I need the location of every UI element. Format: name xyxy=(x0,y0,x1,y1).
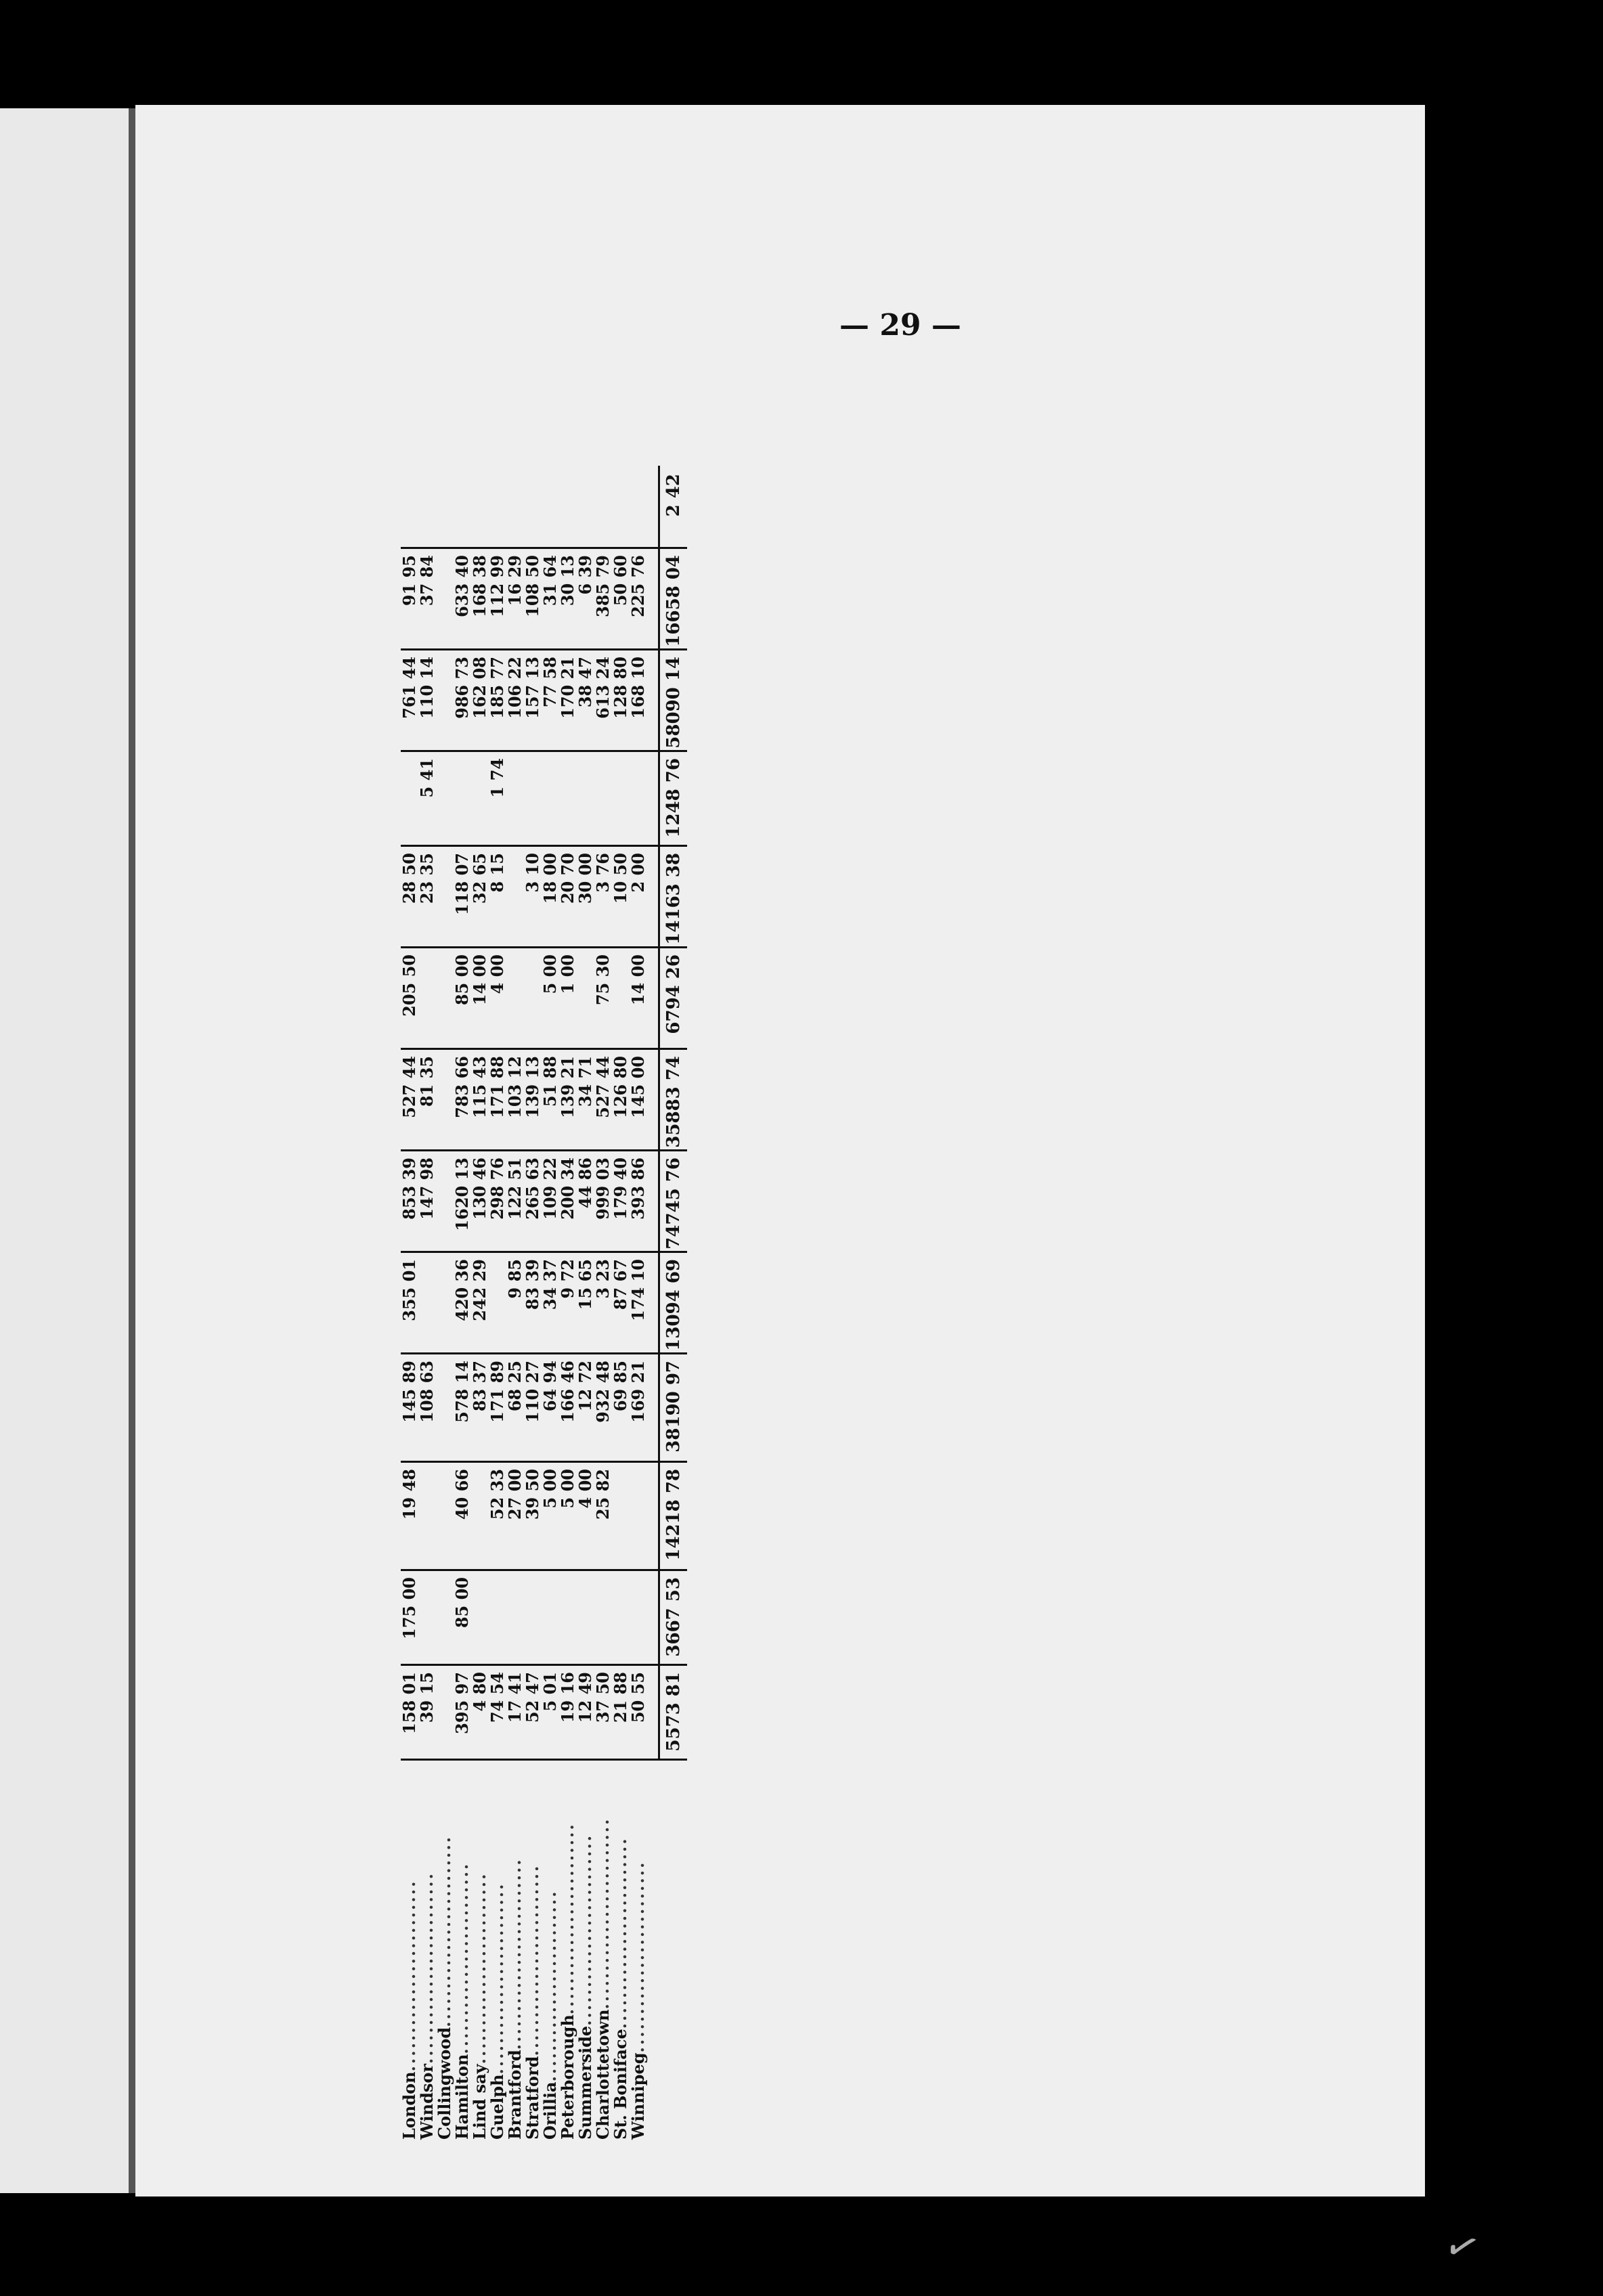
amount-cell xyxy=(436,466,454,547)
amount-cell: 39 15 xyxy=(417,1672,437,1723)
amount-cell: 139 13 xyxy=(523,1056,542,1118)
amount-cell xyxy=(454,750,471,845)
amount-column xyxy=(401,547,687,650)
amount-cell xyxy=(594,1569,612,1664)
column-total: 5573 81 xyxy=(663,1672,684,1752)
amount-cell: 999 03 xyxy=(593,1157,613,1220)
city-label xyxy=(418,1761,436,2140)
leader-dots: ......................... xyxy=(505,1857,525,2050)
amount-cell: 171 88 xyxy=(487,1056,507,1118)
amount-cell xyxy=(577,946,594,1048)
column-total: 1248 76 xyxy=(663,758,684,838)
leader-dots: ......................... xyxy=(593,1817,613,2010)
amount-cell: 15 65 xyxy=(575,1259,595,1310)
amount-cell xyxy=(542,466,559,547)
amount-cell: 932 48 xyxy=(593,1361,613,1423)
amount-cell: 115 43 xyxy=(470,1056,489,1118)
amount-cell xyxy=(630,750,647,845)
amount-cell: 527 44 xyxy=(593,1056,613,1118)
amount-cell: 578 14 xyxy=(452,1361,472,1423)
amount-cell: 12 49 xyxy=(575,1672,595,1723)
amount-cell: 51 88 xyxy=(540,1056,560,1107)
amount-cell xyxy=(524,466,542,547)
amount-cell: 168 10 xyxy=(628,657,648,719)
amount-cell: 77 58 xyxy=(540,657,560,708)
amount-cell: 5 01 xyxy=(540,1672,560,1712)
amount-cell xyxy=(436,1251,454,1352)
city-label xyxy=(471,1761,489,2140)
city-label xyxy=(401,1761,418,2140)
city-name: Winnipeg xyxy=(628,2052,648,2140)
amount-cell xyxy=(436,1664,454,1759)
column-total: 14218 78 xyxy=(663,1469,684,1561)
total-rule xyxy=(647,1251,660,1352)
amount-cell: 174 10 xyxy=(628,1259,648,1321)
amount-cell: 158 01 xyxy=(399,1672,419,1734)
amount-cell: 130 46 xyxy=(470,1157,489,1220)
amount-cell: 3 10 xyxy=(523,853,542,893)
amount-cell: 298 76 xyxy=(487,1157,507,1220)
city-name: Peterborough xyxy=(558,2014,577,2140)
amount-cell: 145 89 xyxy=(399,1361,419,1423)
leader-dots: ......................... xyxy=(399,1879,419,2072)
amount-column xyxy=(401,1352,687,1463)
amount-cell xyxy=(506,946,524,1048)
amount-cell xyxy=(594,750,612,845)
amount-cell: 108 50 xyxy=(523,555,542,617)
document-page xyxy=(135,105,1425,2196)
amount-cell: 52 47 xyxy=(523,1672,542,1723)
amount-cell: 34 37 xyxy=(540,1259,560,1310)
amount-cell: 74 54 xyxy=(487,1672,507,1723)
city-label xyxy=(559,1761,577,2140)
column-total: 58090 14 xyxy=(663,657,684,749)
amount-cell: 853 39 xyxy=(399,1157,419,1220)
amount-cell: 205 50 xyxy=(399,954,419,1017)
amount-cell: 179 40 xyxy=(611,1157,630,1220)
amount-column xyxy=(401,750,687,847)
amount-cell: 12 72 xyxy=(575,1361,595,1412)
amount-cell: 6 39 xyxy=(575,555,595,595)
amount-cell: 157 13 xyxy=(523,657,542,719)
city-label xyxy=(506,1761,524,2140)
amount-cell xyxy=(612,1569,630,1664)
amount-cell xyxy=(612,466,630,547)
total-rule xyxy=(647,1352,660,1461)
city-label xyxy=(524,1761,542,2140)
amount-cell: 110 14 xyxy=(417,657,437,719)
amount-cell xyxy=(506,466,524,547)
amount-cell xyxy=(612,750,630,845)
book-gutter xyxy=(129,108,135,2193)
amount-cell: 19 16 xyxy=(558,1672,577,1723)
amount-cell: 185 77 xyxy=(487,657,507,719)
amount-cell xyxy=(471,750,489,845)
total-rule xyxy=(647,1461,660,1569)
amount-cell xyxy=(612,946,630,1048)
city-label xyxy=(630,1761,647,2140)
total-rule xyxy=(647,1569,660,1664)
amount-cell xyxy=(542,750,559,845)
amount-cell: 20 70 xyxy=(558,853,577,904)
amount-column xyxy=(401,648,687,752)
city-name: Charlottetown xyxy=(593,2009,613,2140)
amount-cell xyxy=(524,946,542,1048)
city-name: Hamilton xyxy=(452,2054,472,2140)
total-rule xyxy=(647,845,660,946)
amount-cell xyxy=(524,1569,542,1664)
amount-cell xyxy=(506,845,524,946)
amount-cell xyxy=(418,1251,436,1352)
amount-cell: 171 89 xyxy=(487,1361,507,1423)
amount-cell: 50 60 xyxy=(611,555,630,606)
amount-cell: 64 94 xyxy=(540,1361,560,1412)
city-name: Lind say xyxy=(470,2064,489,2140)
amount-cell: 39 50 xyxy=(523,1469,542,1520)
amount-cell: 170 21 xyxy=(558,657,577,719)
city-name: Stratford xyxy=(523,2056,542,2140)
amount-cell: 242 29 xyxy=(470,1259,489,1321)
amount-cell: 28 50 xyxy=(399,853,419,904)
amount-cell xyxy=(436,845,454,946)
total-rule xyxy=(647,946,660,1048)
amount-cell xyxy=(577,1569,594,1664)
amount-cell xyxy=(436,648,454,750)
amount-cell: 83 39 xyxy=(523,1259,542,1310)
amount-cell: 5 41 xyxy=(417,758,437,798)
amount-cell: 23 35 xyxy=(417,853,437,904)
city-label xyxy=(436,1761,454,2140)
city-label xyxy=(454,1761,471,2140)
column-total: 2 42 xyxy=(663,474,684,517)
column-total: 14163 38 xyxy=(663,853,684,945)
column-total: 13094 69 xyxy=(663,1259,684,1351)
amount-cell: 175 00 xyxy=(399,1577,419,1639)
total-rule xyxy=(647,1048,660,1149)
amount-column xyxy=(401,1569,687,1666)
amount-cell: 5 00 xyxy=(558,1469,577,1509)
city-name: Summerside xyxy=(575,2025,595,2140)
amount-cell: 4 00 xyxy=(487,954,507,994)
amount-cell xyxy=(418,946,436,1048)
amount-cell: 393 86 xyxy=(628,1157,648,1220)
amount-cell: 25 82 xyxy=(593,1469,613,1520)
amount-cell: 110 27 xyxy=(523,1361,542,1423)
amount-cell: 761 44 xyxy=(399,657,419,719)
amount-cell: 355 01 xyxy=(399,1259,419,1321)
amount-cell: 68 25 xyxy=(505,1361,525,1412)
amount-cell xyxy=(471,466,489,547)
leader-dots: ......................... xyxy=(435,1834,454,2027)
amount-cell: 18 00 xyxy=(540,853,560,904)
amount-cell: 4 00 xyxy=(575,1469,595,1509)
amount-cell xyxy=(506,750,524,845)
amount-cell: 1 00 xyxy=(558,954,577,994)
amount-cell: 139 21 xyxy=(558,1056,577,1118)
rotated-table xyxy=(387,380,820,2140)
amount-cell xyxy=(436,946,454,1048)
column-total: 6794 26 xyxy=(663,954,684,1034)
amount-cell: 783 66 xyxy=(452,1056,472,1118)
amount-cell: 40 66 xyxy=(452,1469,472,1520)
amount-cell xyxy=(418,466,436,547)
city-name: Orillia xyxy=(540,2081,560,2140)
amount-cell xyxy=(436,1352,454,1461)
amount-cell: 31 64 xyxy=(540,555,560,606)
leader-dots: ......................... xyxy=(523,1863,542,2056)
amount-cell: 395 97 xyxy=(452,1672,472,1734)
amount-cell: 103 12 xyxy=(505,1056,525,1118)
amount-cell xyxy=(401,466,418,547)
amount-cell: 37 50 xyxy=(593,1672,613,1723)
total-rule xyxy=(647,1149,660,1251)
amount-cell: 613 24 xyxy=(593,657,613,719)
left-page-edge xyxy=(0,108,133,2193)
leader-dots: ......................... xyxy=(452,1861,472,2054)
leader-dots: ......................... xyxy=(470,1872,489,2065)
amount-cell: 169 21 xyxy=(628,1361,648,1423)
amount-cell: 91 95 xyxy=(399,555,419,606)
amount-cell: 5 00 xyxy=(540,954,560,994)
amount-column xyxy=(401,1251,687,1354)
total-rule xyxy=(647,648,660,750)
amount-cell: 69 85 xyxy=(611,1361,630,1412)
amount-cell: 265 63 xyxy=(523,1157,542,1220)
check-mark-icon: ✓ xyxy=(1438,2219,1487,2276)
amount-cell xyxy=(630,466,647,547)
amount-cell xyxy=(489,466,506,547)
total-rule xyxy=(647,750,660,845)
leader-dots: ......................... xyxy=(417,1872,437,2064)
amount-cell xyxy=(630,1569,647,1664)
amount-cell xyxy=(454,466,471,547)
amount-cell: 14 00 xyxy=(628,954,648,1006)
amount-cell xyxy=(436,1461,454,1569)
amount-cell xyxy=(594,466,612,547)
amount-cell: 81 35 xyxy=(417,1056,437,1107)
city-name: Brantford xyxy=(505,2050,525,2140)
leader-dots: ......................... xyxy=(558,1822,577,2015)
city-label xyxy=(612,1761,630,2140)
amount-cell: 44 86 xyxy=(575,1157,595,1209)
amount-cell: 106 22 xyxy=(505,657,525,719)
amount-cell: 50 55 xyxy=(628,1672,648,1723)
city-name: London xyxy=(399,2071,419,2140)
amount-cell xyxy=(559,466,577,547)
amount-column xyxy=(401,946,687,1050)
amount-cell xyxy=(489,1569,506,1664)
amount-cell: 9 85 xyxy=(505,1259,525,1299)
amount-cell: 52 33 xyxy=(487,1469,507,1520)
amount-cell xyxy=(559,1569,577,1664)
city-list xyxy=(401,1761,647,2140)
amount-cell: 420 36 xyxy=(452,1259,472,1321)
amount-cell xyxy=(559,750,577,845)
amount-cell: 83 37 xyxy=(470,1361,489,1412)
column-total: 16658 04 xyxy=(663,555,684,647)
amount-cell: 126 80 xyxy=(611,1056,630,1118)
amount-column xyxy=(401,1149,687,1253)
total-rule xyxy=(647,466,660,547)
amount-cell: 3 76 xyxy=(593,853,613,893)
total-rule xyxy=(647,1664,660,1759)
leader-dots: ......................... xyxy=(575,1833,595,2026)
amount-cell xyxy=(577,466,594,547)
amount-cell: 166 46 xyxy=(558,1361,577,1423)
amount-cell: 986 73 xyxy=(452,657,472,719)
amount-cell: 225 76 xyxy=(628,555,648,617)
amount-cell xyxy=(436,547,454,648)
amount-cell: 16 29 xyxy=(505,555,525,606)
amount-cell: 118 07 xyxy=(452,853,472,915)
amount-cell: 17 41 xyxy=(505,1672,525,1723)
column-total: 38190 97 xyxy=(663,1361,684,1453)
column-total: 3667 53 xyxy=(663,1577,684,1657)
amount-cell: 3 23 xyxy=(593,1259,613,1299)
amount-cell: 108 63 xyxy=(417,1361,437,1423)
amount-cell: 200 34 xyxy=(558,1157,577,1220)
amount-cell: 1 74 xyxy=(487,758,507,798)
amount-cell: 27 00 xyxy=(505,1469,525,1520)
amount-cell: 14 00 xyxy=(470,954,489,1006)
amount-cell: 38 47 xyxy=(575,657,595,708)
amount-cell xyxy=(436,1048,454,1149)
amount-cell: 19 48 xyxy=(399,1469,419,1520)
amount-cell xyxy=(471,1461,489,1569)
amount-cell xyxy=(471,1569,489,1664)
city-name: Windsor xyxy=(417,2063,437,2140)
amount-cell: 168 38 xyxy=(470,555,489,617)
amount-cell: 162 08 xyxy=(470,657,489,719)
amount-column xyxy=(401,1048,687,1151)
amount-cell xyxy=(577,750,594,845)
amount-cell: 4 80 xyxy=(470,1672,489,1712)
amount-cell xyxy=(506,1569,524,1664)
leader-dots: ......................... xyxy=(487,1882,507,2075)
amount-cell: 385 79 xyxy=(593,555,613,617)
amount-cell: 112 99 xyxy=(487,555,507,617)
leader-dots: ......................... xyxy=(611,1836,630,2029)
amount-cell: 37 84 xyxy=(417,555,437,606)
amount-cell: 109 22 xyxy=(540,1157,560,1220)
amount-cell: 128 80 xyxy=(611,657,630,719)
amount-cell: 75 30 xyxy=(593,954,613,1006)
column-total: 74745 76 xyxy=(663,1157,684,1250)
column-total: 35883 74 xyxy=(663,1056,684,1148)
amount-cell xyxy=(418,1569,436,1664)
amount-cell: 145 00 xyxy=(628,1056,648,1118)
amount-cell: 87 67 xyxy=(611,1259,630,1310)
amount-column xyxy=(401,466,687,549)
amount-cell xyxy=(542,1569,559,1664)
amount-column xyxy=(401,1664,687,1761)
amount-cell xyxy=(436,1569,454,1664)
city-name: St. Boniface xyxy=(611,2029,630,2140)
amount-cell xyxy=(630,1461,647,1569)
amount-cell: 85 00 xyxy=(452,1577,472,1629)
amount-cell: 527 44 xyxy=(399,1056,419,1118)
amount-cell: 10 50 xyxy=(611,853,630,904)
amount-cell xyxy=(524,750,542,845)
total-rule xyxy=(647,547,660,648)
amount-cell xyxy=(436,750,454,845)
amount-cell: 32 65 xyxy=(470,853,489,904)
city-label xyxy=(542,1761,559,2140)
amount-cell: 85 00 xyxy=(452,954,472,1006)
city-label xyxy=(577,1761,594,2140)
amount-cell: 633 40 xyxy=(452,555,472,617)
amount-cell: 30 13 xyxy=(558,555,577,606)
city-label xyxy=(489,1761,506,2140)
leader-dots: ......................... xyxy=(628,1860,648,2053)
amount-cell: 122 51 xyxy=(505,1157,525,1220)
amount-cell: 5 00 xyxy=(540,1469,560,1509)
amount-cell: 1620 13 xyxy=(452,1157,472,1231)
amount-cell xyxy=(612,1461,630,1569)
leader-dots: ......................... xyxy=(540,1889,560,2082)
city-name: Guelph xyxy=(487,2074,507,2140)
amount-cell xyxy=(401,750,418,845)
amount-cell: 21 88 xyxy=(611,1672,630,1723)
page-number: — 29 — xyxy=(839,308,961,343)
amount-cell xyxy=(418,1461,436,1569)
amount-cell: 30 00 xyxy=(575,853,595,904)
amount-cell: 2 00 xyxy=(628,853,648,893)
amount-cell: 147 98 xyxy=(417,1157,437,1220)
amount-cell xyxy=(436,1149,454,1251)
amount-column xyxy=(401,1461,687,1571)
amount-cell: 34 71 xyxy=(575,1056,595,1107)
amount-cell: 9 72 xyxy=(558,1259,577,1299)
city-name: Collingwood xyxy=(435,2027,454,2140)
amount-column xyxy=(401,845,687,948)
amount-cell: 8 15 xyxy=(487,853,507,893)
city-label xyxy=(594,1761,612,2140)
amount-cell xyxy=(489,1251,506,1352)
